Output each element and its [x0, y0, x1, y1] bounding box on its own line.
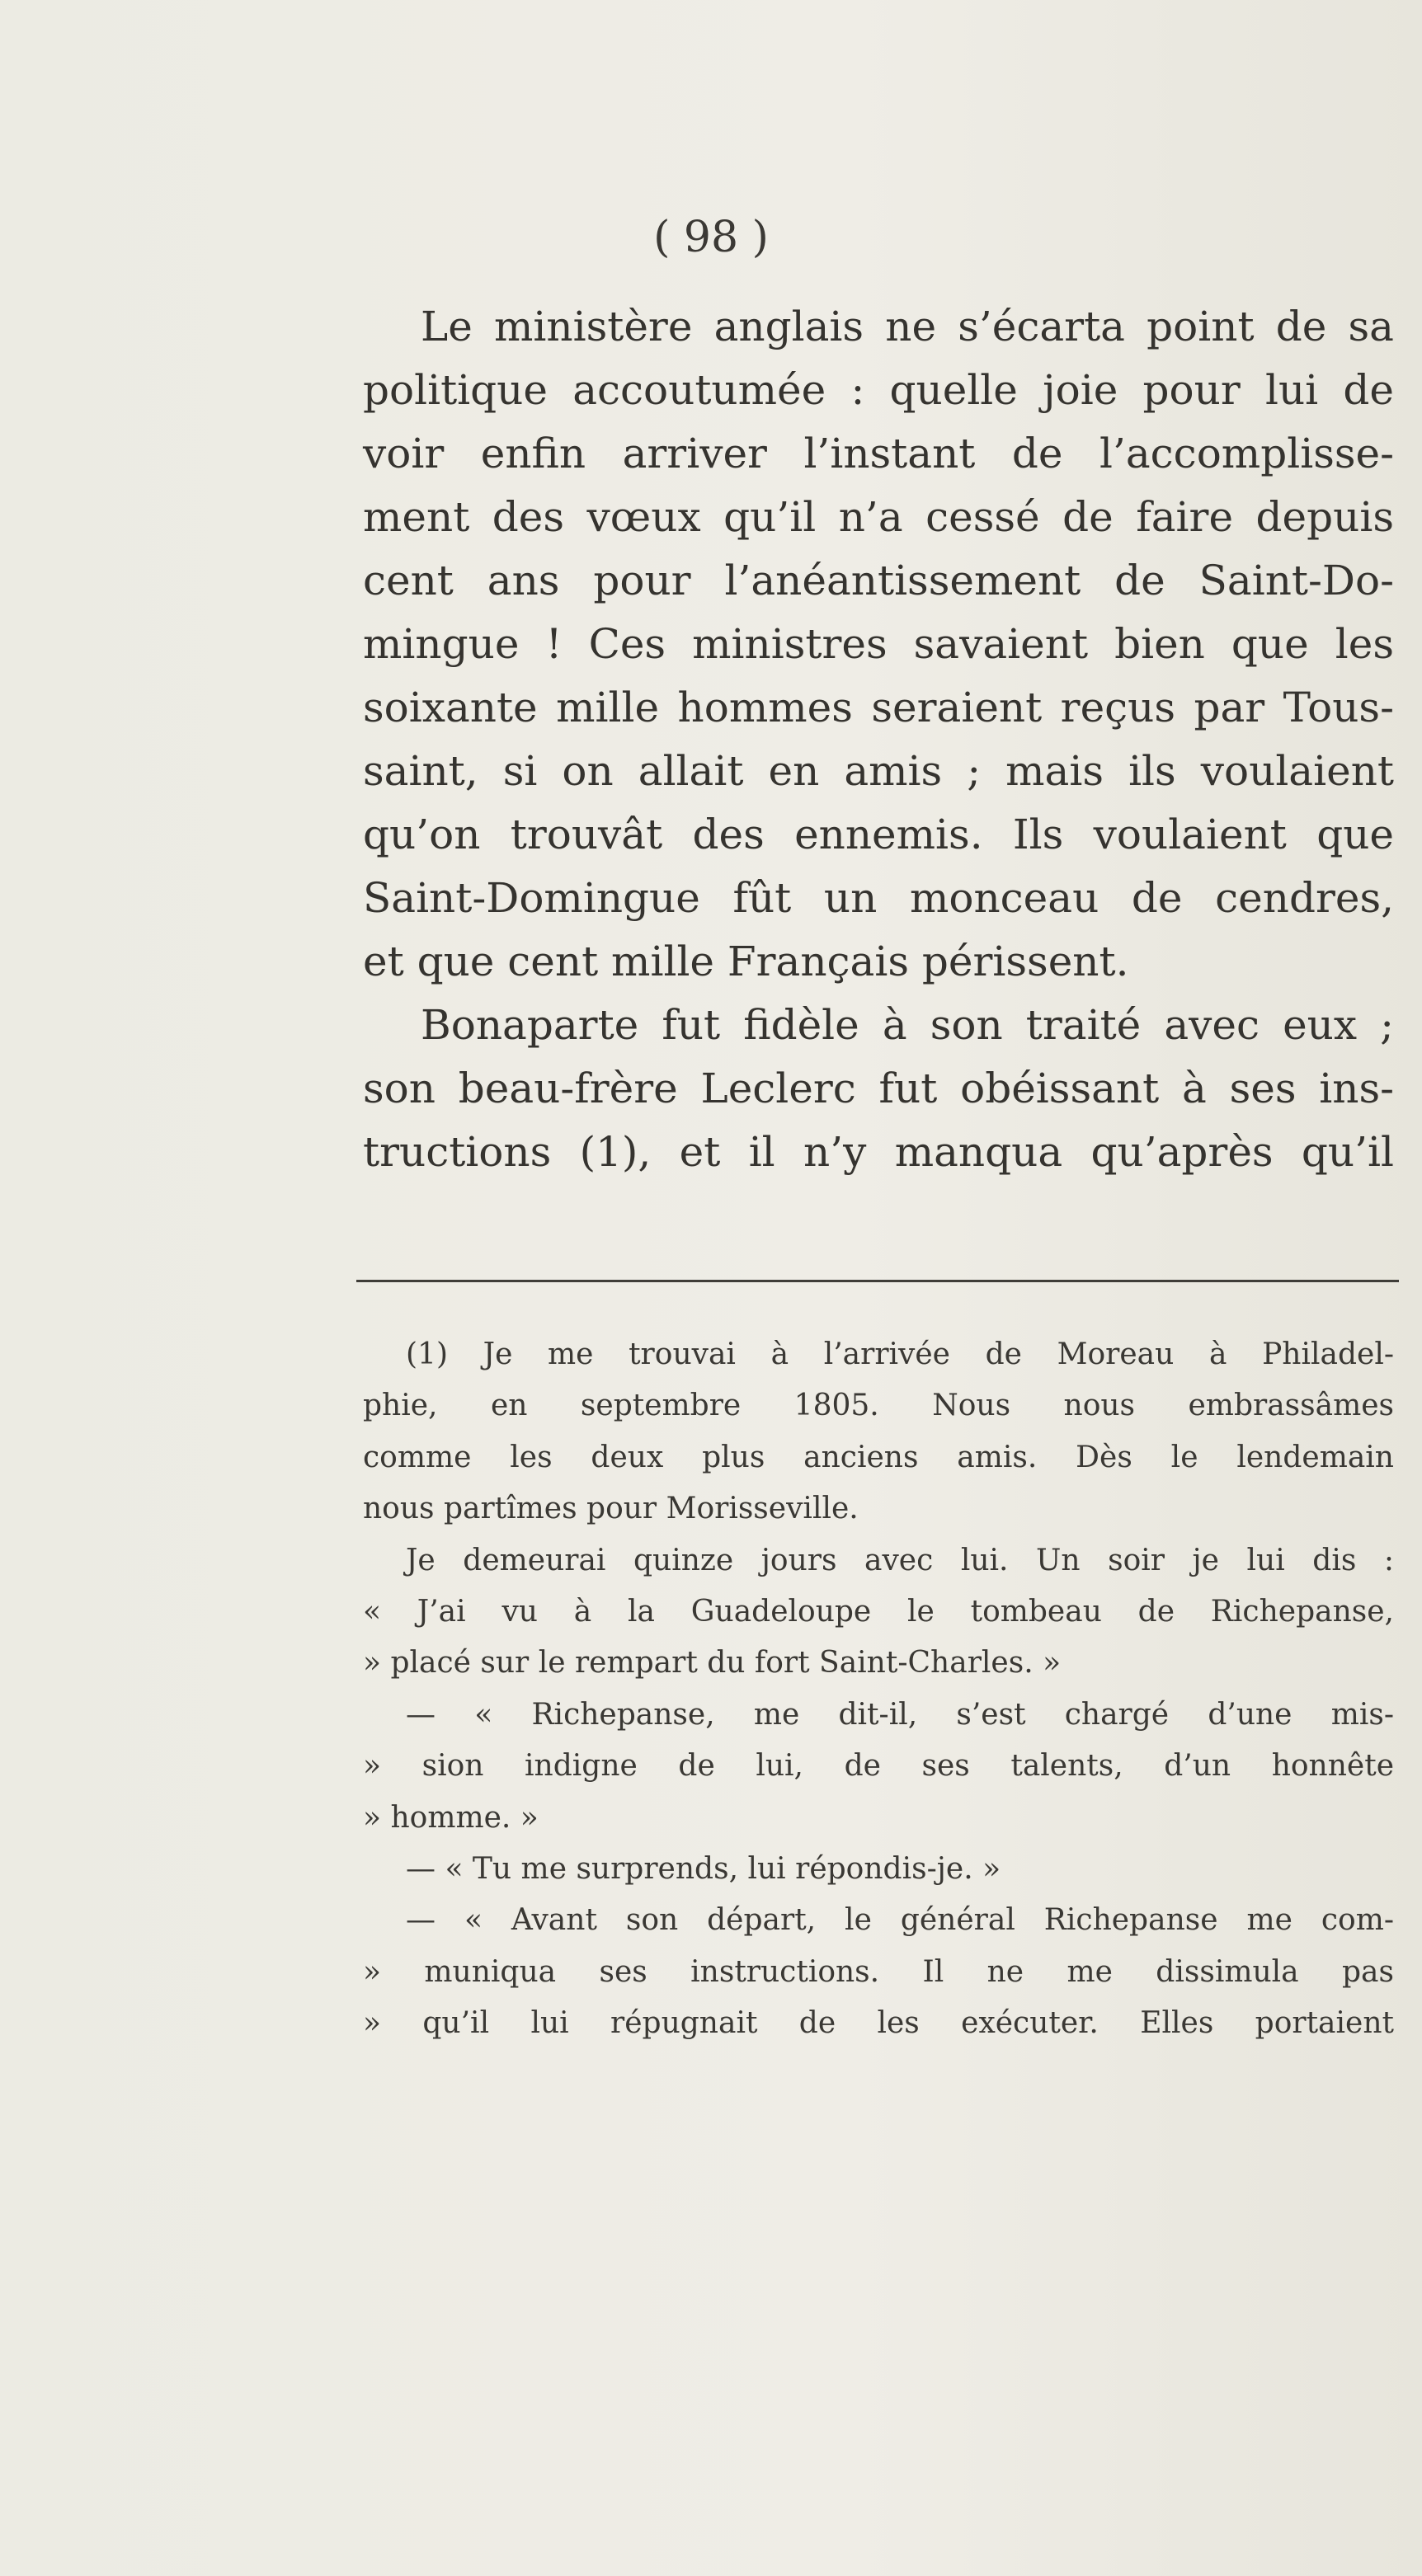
main-text-line: politique accoutumée : quelle joie pour lui de — [363, 366, 1394, 414]
footnote — [363, 1329, 1394, 2049]
main-text-line: et que cent mille Français périssent. — [363, 938, 1129, 985]
main-text-line: ment des vœux qu’il n’a cessé de faire depuis — [363, 493, 1394, 541]
footnote-line: » muniqua ses instructions. Il ne me dissimula pas — [363, 1954, 1394, 1989]
footnote-line: » sion indigne de lui, de ses talents, d’un honnête — [363, 1749, 1394, 1784]
main-text-line: Le ministère anglais ne s’écarta point de sa — [421, 303, 1394, 350]
main-text-line: son beau-frère Leclerc fut obéissant à ses ins- — [363, 1065, 1394, 1112]
main-text-line: saint, si on allait en amis ; mais ils voulaient — [363, 747, 1394, 795]
footnote-line: phie, en septembre 1805. Nous nous embrassâmes — [363, 1389, 1394, 1423]
page-number: ( 98 ) — [653, 213, 769, 262]
footnote-line: « J’ai vu à la Guadeloupe le tombeau de Richepanse, — [363, 1594, 1394, 1629]
footnote-line: Je demeurai quinze jours avec lui. Un soir je lui dis : — [406, 1543, 1394, 1577]
footnote-line: — « Richepanse, me dit-il, s’est chargé d’une mis- — [406, 1697, 1394, 1732]
main-text-line: qu’on trouvât des ennemis. Ils voulaient que — [363, 811, 1394, 858]
footnote-line: » placé sur le rempart du fort Saint-Charles. » — [363, 1646, 1062, 1681]
main-text-line: Bonaparte fut fidèle à son traité avec eux ; — [421, 1001, 1394, 1049]
footnote-line: — « Tu me surprends, lui répondis-je. » — [406, 1851, 1001, 1886]
footnote-line: » homme. » — [363, 1800, 539, 1835]
main-text-line: mingue ! Ces ministres savaient bien que les — [363, 620, 1394, 668]
main-text-line: tructions (1), et il n’y manqua qu’après qu’il — [363, 1128, 1394, 1176]
main-text — [363, 295, 1394, 1184]
footnote-line: comme les deux plus anciens amis. Dès le lendemain — [363, 1440, 1394, 1474]
footnote-line: (1) Je me trouvai à l’arrivée de Moreau à Philadel- — [406, 1337, 1394, 1371]
main-text-line: Saint-Domingue fût un monceau de cendres, — [363, 874, 1394, 922]
footnote-line: nous partîmes pour Morisseville. — [363, 1492, 859, 1526]
footnote-line: — « Avant son départ, le général Richepanse me com- — [406, 1903, 1394, 1938]
main-text-line: soixante mille hommes seraient reçus par Tous- — [363, 684, 1394, 731]
main-text-line: cent ans pour l’anéantissement de Saint-Do- — [363, 557, 1394, 604]
footnote-divider — [356, 1280, 1399, 1282]
footnote-line: » qu’il lui répugnait de les exécuter. Elles portaient — [363, 2006, 1394, 2041]
main-text-line: voir enfin arriver l’instant de l’accomplisse- — [363, 430, 1394, 477]
